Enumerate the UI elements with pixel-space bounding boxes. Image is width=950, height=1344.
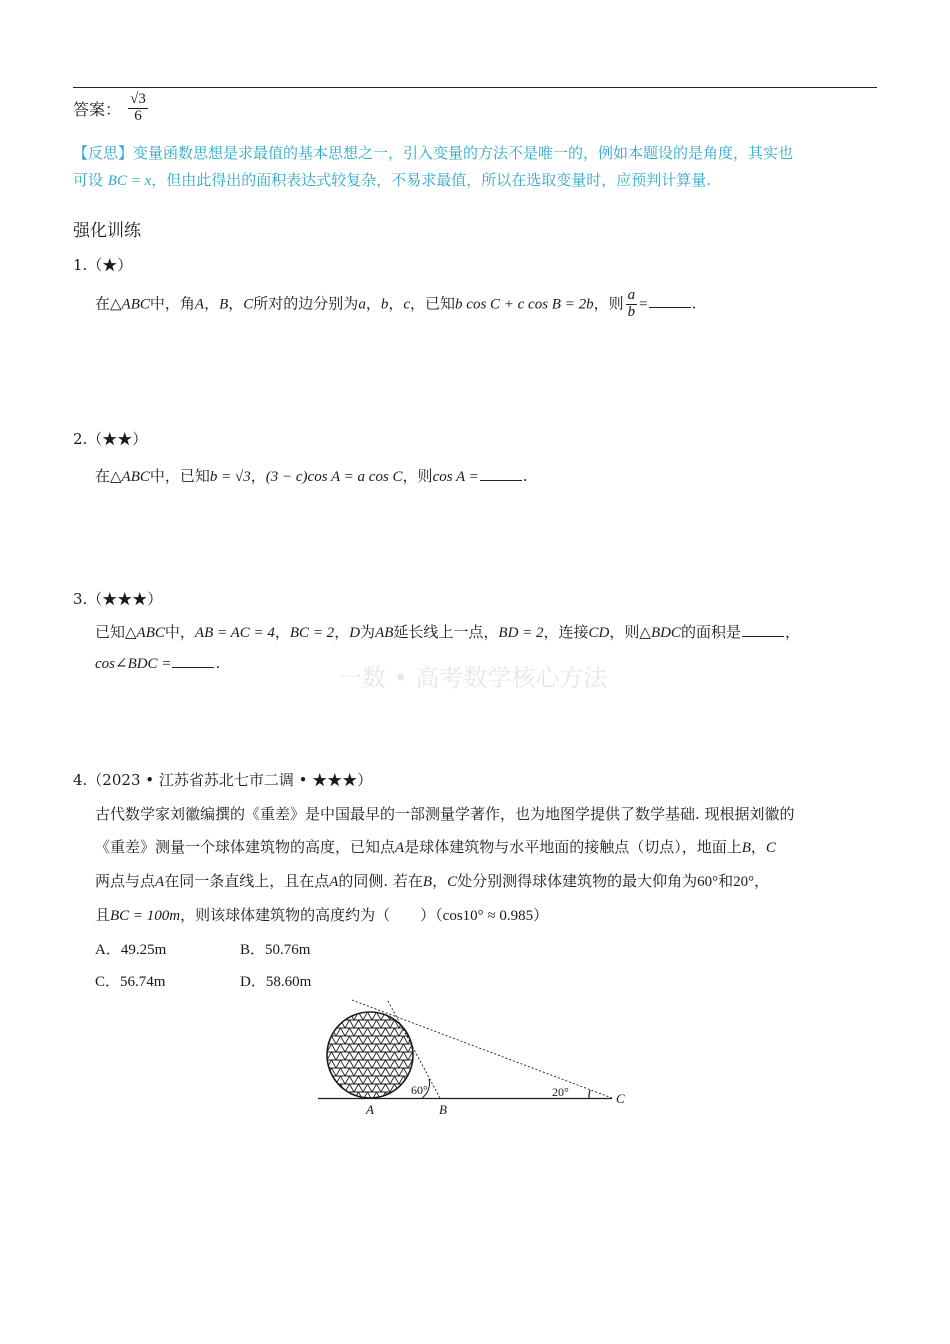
q4-math: A [329,874,339,890]
reflection-line-1 [73,142,793,163]
q3-text: 延长线上一点， [393,623,499,641]
option-value: 58.60m [265,974,312,990]
reflection-text-1: 变量函数思想是求最值的基本思想之一，引入变量的方法不是唯一的，例如本题设的是角度，其实也 [133,144,794,162]
q1-math: c [403,296,411,313]
reflection-text-2b: ，但由此得出的面积表达式较复杂，不易求最值，所以在选取变量时，应预判计算量. [151,171,712,189]
q3-text: 的面积是 [680,623,741,641]
q3-text: ， [784,623,800,641]
q4-text: 《重差》测量一个球体建筑物的高度，已知点 [95,838,396,856]
answer-denominator: 6 [134,107,142,124]
q4-text: 两点与点 [95,872,156,890]
option-letter: A． [95,942,121,958]
option-value: 49.25m [120,942,167,958]
q3-cos-blank[interactable] [172,655,214,668]
q3-body-line-2 [95,654,220,673]
q3-text: ， [274,623,290,641]
q4-option-b[interactable] [240,938,310,959]
q2-math: b = √3 [209,469,251,485]
q3-math: ABC [136,625,165,641]
watermark: 一数 • 高考数学核心方法 [338,664,608,692]
q4-math: C [447,874,458,890]
q1-text: ， [388,294,404,313]
q2-heading: 2.（★★） [73,430,148,448]
q3-math: cos∠BDC = [95,656,172,672]
q2-text: ， [250,467,266,485]
q2-text: ，则 [402,467,433,485]
q1-text: ，则 [593,294,624,313]
q4-math: A [155,874,165,890]
q1-frac-num: a [627,287,636,303]
q4-heading: 4.（2023 • 江苏省苏北七市二调 • ★★★） [73,771,373,789]
q4-math: A [395,840,405,856]
q1-text: 中，角 [149,294,195,313]
q2-text: 中，已知 [149,467,210,485]
label-c: C [616,1091,625,1106]
q4-math: B [422,874,433,890]
answer-numerator: √3 [130,91,146,107]
q3-text: 中， [164,623,195,641]
q3-area-blank[interactable] [742,624,784,637]
q3-text: ，则△ [609,623,651,641]
q3-math: BD = 2 [498,625,544,641]
q2-period: . [522,467,528,485]
q4-line-2 [95,836,776,857]
q1-math: a [358,296,366,313]
q2-math: (3 − c)cos A = a cos C [265,469,403,485]
q1-heading: 1.（★） [73,256,133,274]
q4-line-4 [95,904,548,925]
q3-period: . [215,654,221,672]
q1-text: ， [204,294,220,313]
option-letter: C． [95,974,121,990]
q1-answer-blank[interactable] [649,295,691,308]
q4-hint-value: cos10° ≈ 0.985 [442,908,534,924]
dome-sphere [327,1012,413,1098]
angle-label-b: 60° [411,1083,428,1097]
q3-math: BDC [650,625,681,641]
q4-text: ， [432,872,448,890]
q2-math: ABC [121,469,150,485]
q4-math: C [765,840,776,856]
q3-text: 已知△ [95,623,137,641]
q1-math: ABC [121,296,150,313]
q3-text: 为 [360,623,376,641]
q1-math: b cos C + c cos B = 2b [455,296,594,313]
q2-answer-blank[interactable] [480,468,522,481]
q3-text: ，连接 [543,623,589,641]
q1-math: B [219,296,229,313]
q4-text: 处分别测得球体建筑物的最大仰角为 [457,872,698,890]
q4-text: 且 [95,906,111,924]
q1-text: ， [365,294,381,313]
angle-arc-c [589,1090,590,1098]
q2-body [95,465,528,486]
q4-text: ，则该球体建筑物的高度约为（ ）（ [180,906,443,924]
q4-text: 在同一条直线上，且在点 [164,872,330,890]
q1-eq: = [639,296,648,313]
q1-text: 在△ [95,294,122,313]
angle-label-c: 20° [552,1085,569,1099]
q4-angle-value: 20° [733,874,755,890]
reflection-text-2a: 可设 [73,171,104,189]
answer-block [73,92,150,125]
q1-text: ，已知 [410,294,456,313]
section-title: 强化训练 [73,221,141,241]
q4-figure [300,996,640,1126]
q3-heading: 3.（★★★） [73,590,163,608]
q4-math: B [741,840,751,856]
reflection-math: BC = x [107,173,152,189]
q2-text: 在△ [95,467,122,485]
q1-math: A [194,296,205,313]
q4-text: 的同侧. 若在 [338,872,423,890]
q3-math: AB = AC = 4 [194,625,275,641]
q4-line-1: 古代数学家刘徽编撰的《重差》是中国最早的一部测量学著作，也为地图学提供了数学基础. 现根据刘徽的 [95,805,795,823]
q1-frac-den: b [627,303,636,320]
q1-math: C [243,296,254,313]
q4-option-c[interactable] [95,970,165,991]
q4-text: 是球体建筑物与水平地面的接触点（切点），地面上 [404,838,742,856]
q4-angle-value: 60° [697,874,719,890]
q3-math: AB [375,625,394,641]
q3-math: D [349,625,361,641]
option-letter: D． [240,974,266,990]
q4-text: ） [533,906,549,924]
q1-period: . [691,294,697,313]
q4-text: ， [750,838,766,856]
q4-math: BC = 100m [110,908,181,924]
reflection-tag: 【反思】 [73,144,134,162]
q4-text: 和 [718,872,734,890]
q1-math: b [380,296,389,313]
q3-text: ， [334,623,350,641]
q3-body-line-1 [95,621,800,642]
label-b: B [439,1102,447,1117]
option-letter: B． [240,942,266,958]
q1-body [95,288,696,321]
q3-math: BC = 2 [289,625,335,641]
q3-math: CD [588,625,610,641]
reflection-line-2 [73,169,711,190]
label-a: A [366,1102,374,1117]
option-value: 56.74m [120,974,166,990]
answer-label: 答案： [73,99,122,119]
q4-option-d[interactable] [240,970,311,991]
q1-fraction [626,288,638,321]
answer-fraction [128,92,148,125]
q1-text: 所对的边分别为 [253,294,359,313]
q1-text: ， [228,294,244,313]
q4-text: ， [754,872,770,890]
q2-math: cos A = [432,469,479,485]
option-value: 50.76m [265,942,311,958]
q4-option-a[interactable] [95,938,166,959]
q4-line-3 [95,870,769,891]
header-rule [73,87,877,88]
